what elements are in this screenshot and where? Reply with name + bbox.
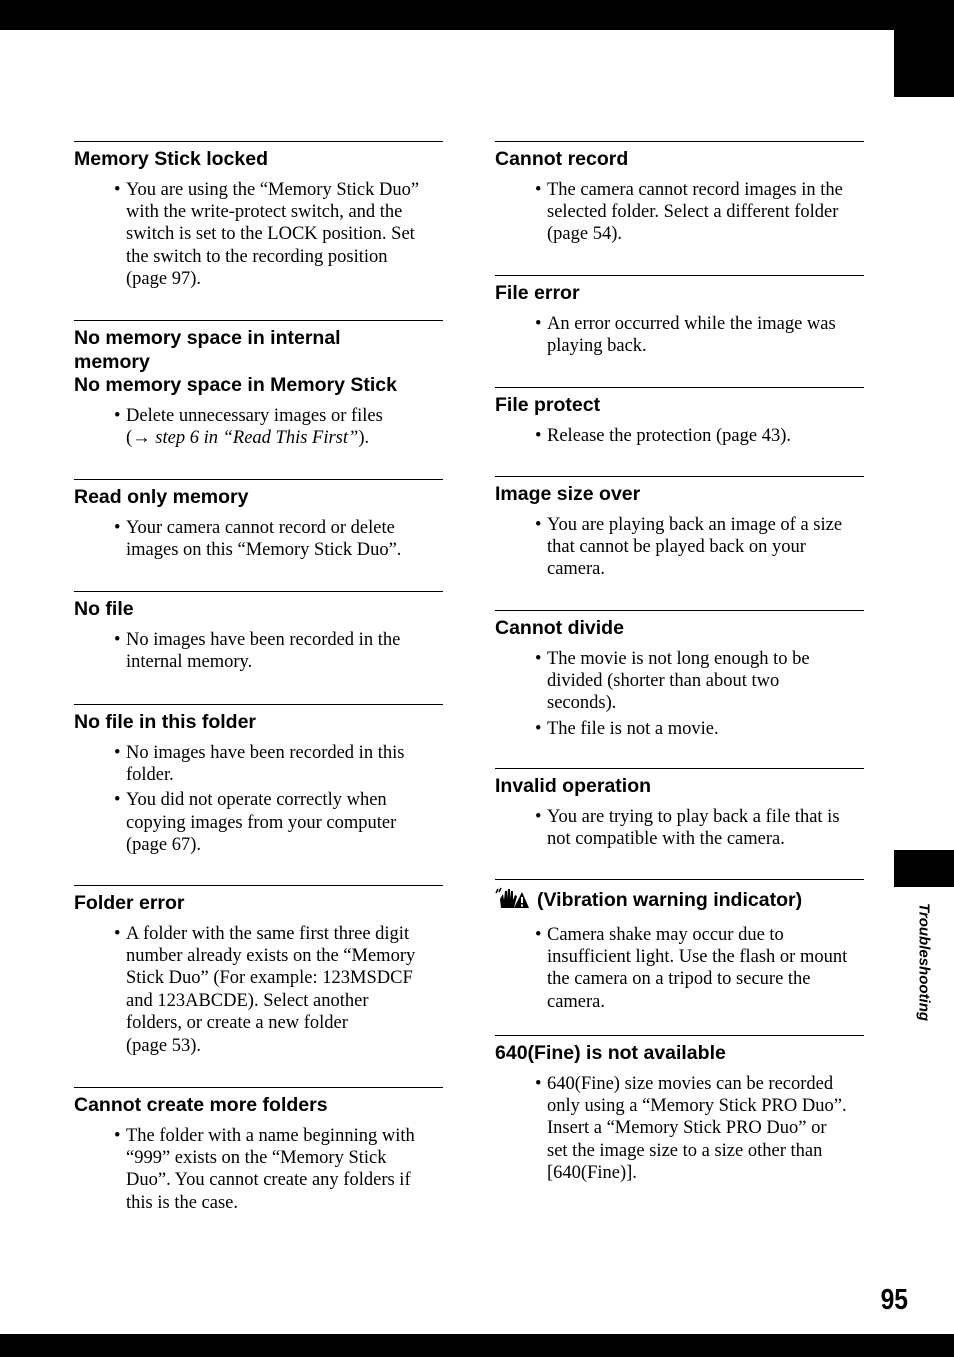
vibration-warning-icon (495, 886, 529, 917)
section-640-fine-not-available (495, 1035, 864, 1192)
list-item: • Your camera cannot record or delete images on this “Memory Stick Duo”. (114, 517, 402, 560)
list-item: • Delete unnecessary images or files (→ step 6 in “Read This First”). (114, 405, 383, 448)
list-item: • Release the protection (page 43). (535, 425, 791, 446)
list-item: • The camera cannot record images in the selected folder. Select a different folder (page 54). (535, 179, 843, 245)
section-title: Folder error (74, 892, 185, 914)
list-item: • No images have been recorded in the internal memory. (114, 629, 401, 672)
section-title: Read only memory (74, 486, 249, 508)
section-image-size-over (495, 476, 864, 610)
section-folder-error (74, 885, 443, 1087)
right-column (495, 141, 864, 1192)
section-no-file (74, 591, 443, 704)
section-vibration-warning (495, 879, 864, 1035)
section-side-label: Troubleshooting (915, 902, 933, 1022)
section-title: Memory Stick locked (74, 148, 268, 170)
list-item: • You are playing back an image of a size that cannot be played back on your camera. (535, 514, 843, 580)
bottom-black-bar (0, 1334, 954, 1357)
reference-text: step 6 in “Read This First” (155, 427, 359, 448)
section-cannot-record (495, 141, 864, 275)
section-invalid-operation (495, 768, 864, 879)
section-title: Cannot divide (495, 617, 624, 639)
section-title: Invalid operation (495, 775, 652, 797)
left-column (74, 141, 443, 1234)
section-no-file-in-this-folder (74, 704, 443, 885)
section-title: File error (495, 282, 580, 304)
top-black-bar (0, 0, 954, 30)
list-item: • A folder with the same first three digit number already exists on the “Memory Stick Duo” (For example: 123MSDCF and 123ABCDE). Select another folders, or create a new folder (page 53). (114, 923, 416, 1056)
list-item: • No images have been recorded in this folder. (114, 742, 405, 785)
list-item: • Camera shake may occur due to insufficient light. Use the flash or mount the camera on a tripod to secure the camera. (535, 924, 848, 1012)
section-title: No memory space in internal memory No memory space in Memory Stick (74, 327, 397, 396)
list-item: • You are using the “Memory Stick Duo” with the write-protect switch, and the switch is set to the LOCK position. Set the switch to the recording position (page 97). (114, 179, 420, 290)
section-title: No file in this folder (74, 711, 257, 733)
section-title: (Vibration warning indicator) (495, 886, 864, 917)
section-file-error (495, 275, 864, 387)
list-item: • The file is not a movie. (535, 718, 719, 739)
section-title: Cannot create more folders (74, 1094, 328, 1116)
list-item: • You did not operate correctly when copying images from your computer (page 67). (114, 790, 397, 856)
list-item: • You are trying to play back a file that is not compatible with the camera. (535, 806, 840, 849)
section-title: Image size over (495, 483, 641, 505)
section-title: File protect (495, 394, 601, 416)
list-item: • 640(Fine) size movies can be recorded only using a “Memory Stick PRO Duo”. Insert a “Memory Stick PRO Duo” or set the image size to a size other than [640(Fine)]. (535, 1073, 847, 1184)
top-right-tab (894, 30, 954, 97)
section-file-protect (495, 387, 864, 476)
section-title: No file (74, 598, 134, 620)
section-no-memory-space (74, 320, 443, 479)
page-number: 95 (880, 1284, 908, 1316)
section-cannot-divide (495, 610, 864, 768)
section-title: 640(Fine) is not available (495, 1042, 726, 1064)
section-tab-marker (894, 850, 954, 887)
list-item: • The movie is not long enough to be divided (shorter than about two seconds). (535, 648, 810, 714)
section-cannot-create-more-folders (74, 1087, 443, 1234)
section-title: Cannot record (495, 148, 629, 170)
list-item: • The folder with a name beginning with “999” exists on the “Memory Stick Duo”. You cannot create any folders if this is the case. (114, 1125, 415, 1213)
section-memory-stick-locked (74, 141, 443, 320)
list-item: • An error occurred while the image was playing back. (535, 313, 836, 356)
section-read-only-memory (74, 479, 443, 591)
